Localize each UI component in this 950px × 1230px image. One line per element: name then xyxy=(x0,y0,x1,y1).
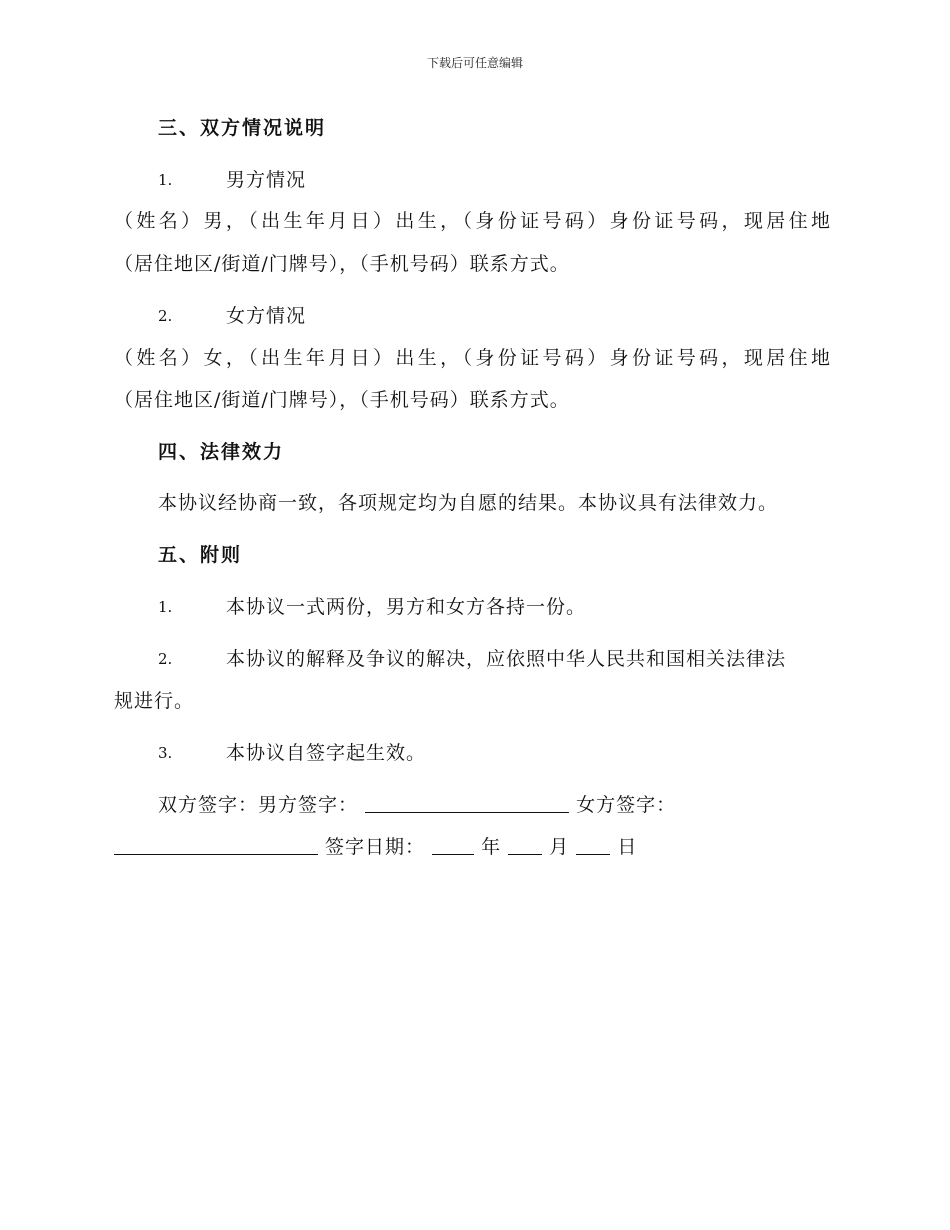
female-item-label: 女方情况 xyxy=(226,305,307,327)
female-sign-label: 女方签字： xyxy=(576,794,677,816)
female-info-line-2: （居住地区/街道/门牌号），（手机号码）联系方式。 xyxy=(114,389,570,411)
female-item-number: 2. xyxy=(158,307,173,325)
clause-1-text: 本协议一式两份，男方和女方各持一份。 xyxy=(226,596,587,618)
section-4-text: 本协议经协商一致，各项规定均为自愿的结果。本协议具有法律效力。 xyxy=(158,492,779,514)
male-signature-field[interactable] xyxy=(365,794,569,813)
year-field[interactable] xyxy=(432,836,474,855)
clause-3-number: 3. xyxy=(158,744,173,762)
clause-3-text: 本协议自签字起生效。 xyxy=(226,742,427,764)
day-label: 日 xyxy=(617,836,638,858)
month-field[interactable] xyxy=(508,836,542,855)
page-header: 下载后可任意编辑 xyxy=(426,56,523,70)
clause-1-number: 1. xyxy=(158,598,173,616)
day-field[interactable] xyxy=(576,836,610,855)
month-label: 月 xyxy=(549,836,570,858)
section-4-title: 四、法律效力 xyxy=(158,441,285,463)
section-3-title: 三、双方情况说明 xyxy=(158,117,327,139)
male-info-line-1: （姓名）男，（出生年月日）出生，（身份证号码）身份证号码，现居住地 xyxy=(114,210,830,232)
section-5-title: 五、附则 xyxy=(158,544,243,566)
clause-2-text: 本协议的解释及争议的解决，应依照中华人民共和国相关法律法 xyxy=(226,648,787,670)
female-signature-field[interactable] xyxy=(114,836,318,855)
male-item-number: 1. xyxy=(158,171,173,189)
male-sign-label: 男方签字： xyxy=(258,794,359,816)
sign-date-label: 签字日期： xyxy=(325,836,426,858)
year-label: 年 xyxy=(481,836,502,858)
clause-2-number: 2. xyxy=(158,650,173,668)
signature-line-1 xyxy=(158,793,676,817)
female-info-line-1: （姓名）女，（出生年月日）出生，（身份证号码）身份证号码，现居住地 xyxy=(114,347,830,369)
male-info-line-2: （居住地区/街道/门牌号），（手机号码）联系方式。 xyxy=(114,253,570,275)
signature-line-2 xyxy=(114,835,637,859)
male-item-label: 男方情况 xyxy=(226,169,307,191)
both-sign-label: 双方签字： xyxy=(158,794,259,816)
clause-2-continuation: 规进行。 xyxy=(114,690,195,712)
